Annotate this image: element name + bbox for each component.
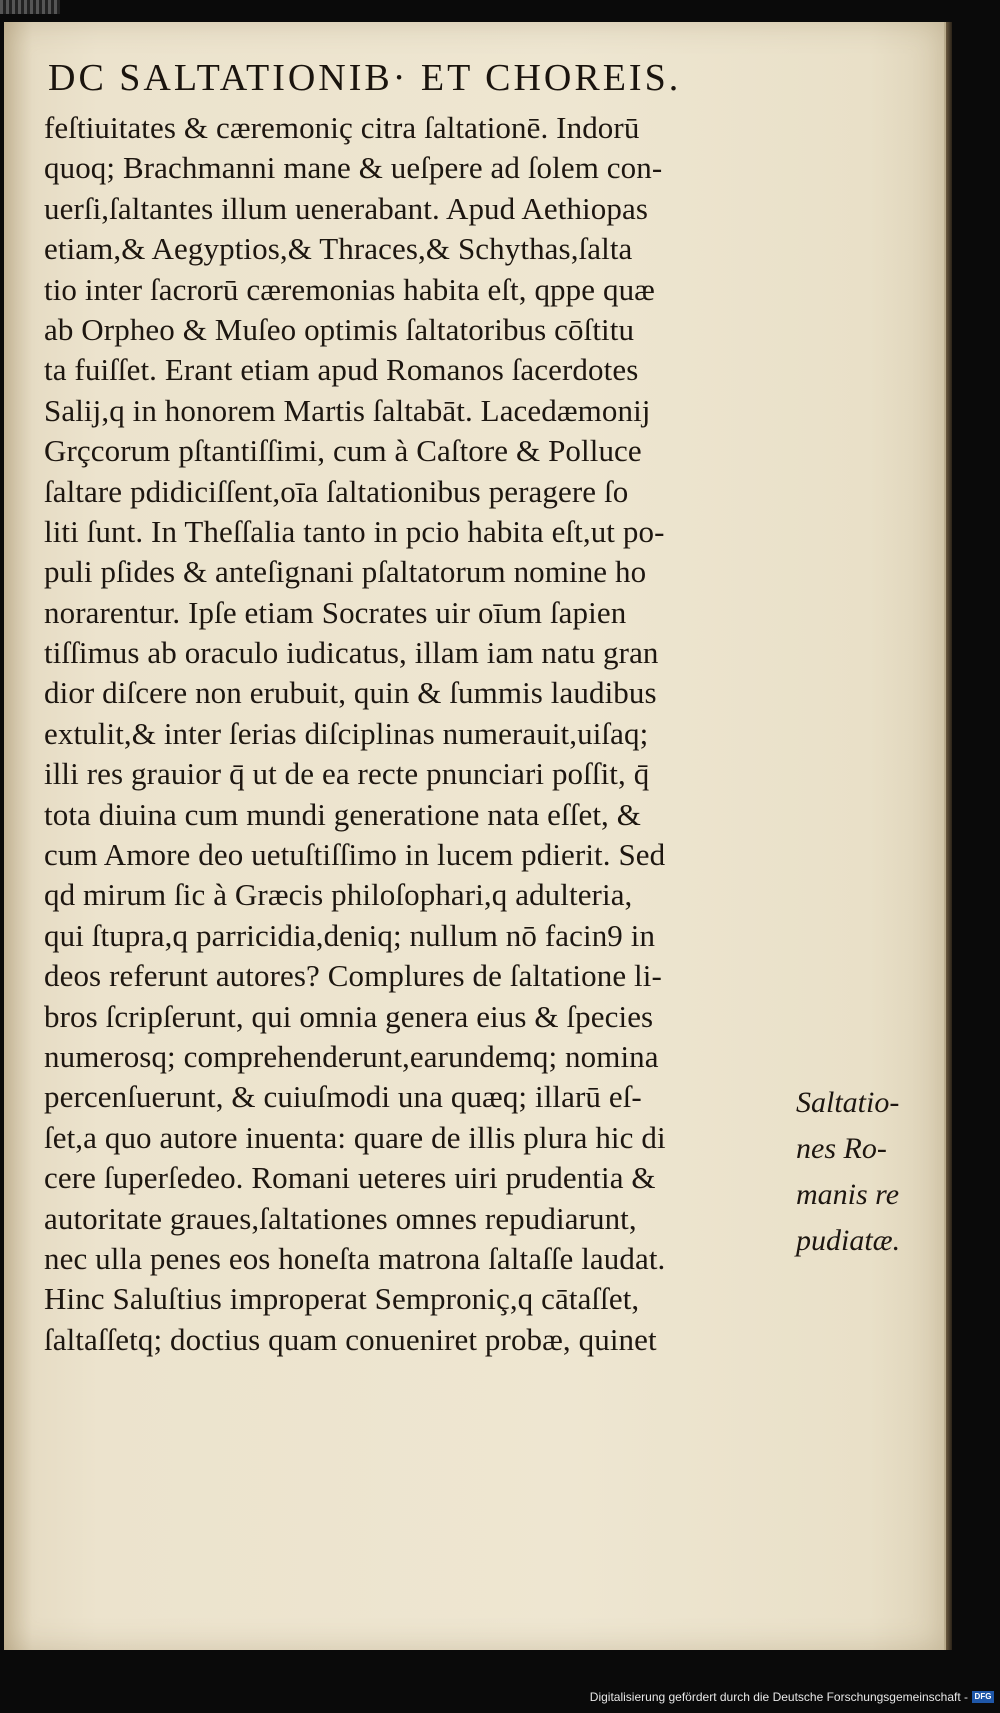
text-line: ab Orpheo & Muſeo optimis ſaltatoribus cōſtitu (44, 311, 635, 347)
marginal-note-line: Saltatio- (796, 1086, 900, 1119)
text-line: quoq; Brachmanni mane & ueſpere ad ſolem con- (44, 150, 663, 186)
scan-color-strip (0, 0, 60, 14)
text-line: qui ſtupra,q parricidia,deniq; nullum nō facin9 in (44, 917, 656, 953)
text-line: Grçcorum pſtantiſſimi, cum à Caſtore & Polluce (44, 433, 642, 469)
text-line: extulit,& inter ſerias diſciplinas numerauit,uiſaq; (44, 715, 649, 751)
text-line: percenſuerunt, & cuiuſmodi una quæq; illarū eſ- (44, 1079, 642, 1115)
page-edge-shadow (946, 22, 952, 1650)
text-line: Salij,q in honorem Martis ſaltabāt. Lacedæmonij (44, 392, 651, 428)
text-line: tio inter ſacrorū cæremonias habita eſt, qppe quæ (44, 271, 655, 307)
text-line: norarentur. Ipſe etiam Socrates uir oīum ſapien (44, 594, 627, 630)
running-head: DC SALTATIONIB· ET CHOREIS. (48, 57, 682, 99)
text-line: etiam,& Aegyptios,& Thraces,& Schythas,ſalta (44, 231, 633, 267)
text-line: cum Amore deo uetuſtiſſimo in lucem pdierit. Sed (44, 837, 666, 873)
digitization-footer (590, 1690, 994, 1704)
text-line: ſaltare pdidiciſſent,oīa ſaltationibus peragere ſo (44, 473, 629, 509)
text-line: feſtiuitates & cæremoniç citra ſaltationē. Indorū (44, 110, 640, 145)
text-line: cere ſuperſedeo. Romani ueteres uiri prudentia & (44, 1160, 656, 1196)
text-line: tiſſimus ab oraculo iudicatus, illam iam natu gran (44, 635, 659, 671)
body-text (44, 108, 784, 1360)
text-line: deos referunt autores? Complures de ſaltatione li- (44, 958, 662, 994)
text-line: qd mirum ſic à Græcis philoſophari,q adulteria, (44, 877, 633, 913)
text-line: liti ſunt. In Theſſalia tanto in pcio habita eſt,ut po- (44, 513, 665, 549)
marginal-note-line: pudiatæ. (796, 1224, 901, 1257)
dfg-logo-icon: DFG (972, 1691, 994, 1703)
text-line: puli pſides & anteſignani pſaltatorum nomine ho (44, 554, 647, 590)
text-line: autoritate graues,ſaltationes omnes repudiarunt, (44, 1200, 637, 1236)
marginal-note (796, 1080, 936, 1264)
text-line: uerſi,ſaltantes illum uenerabant. Apud Aethiopas (44, 190, 648, 226)
text-line: ta fuiſſet. Erant etiam apud Romanos ſacerdotes (44, 352, 639, 388)
text-line: ſet,a quo autore inuenta: quare de illis plura hic di (44, 1119, 666, 1155)
text-line: tota diuina cum mundi generatione nata eſſet, & (44, 796, 641, 832)
marginal-note-line: manis re (796, 1178, 900, 1211)
text-line: nec ulla penes eos honeſta matrona ſaltaſſe laudat. (44, 1240, 666, 1276)
text-line: bros ſcripſerunt, qui omnia genera eius & ſpecies (44, 998, 654, 1034)
text-line: dior diſcere non erubuit, quin & ſummis laudibus (44, 675, 657, 711)
text-line: Hinc Saluſtius improperat Semproniç,q cātaſſet, (44, 1281, 640, 1317)
text-line: ſaltaſſetq; doctius quam conueniret probæ, quinet (44, 1321, 657, 1357)
text-line: illi res grauior q̄ ut de ea recte pnunciari poſſit, q̄ (44, 756, 650, 792)
footer-credit: Digitalisierung gefördert durch die Deutsche Forschungsgemeinschaft - (589, 1690, 968, 1704)
text-line: numerosq; comprehenderunt,earundemq; nomina (44, 1038, 659, 1074)
marginal-note-line: nes Ro- (796, 1132, 887, 1165)
